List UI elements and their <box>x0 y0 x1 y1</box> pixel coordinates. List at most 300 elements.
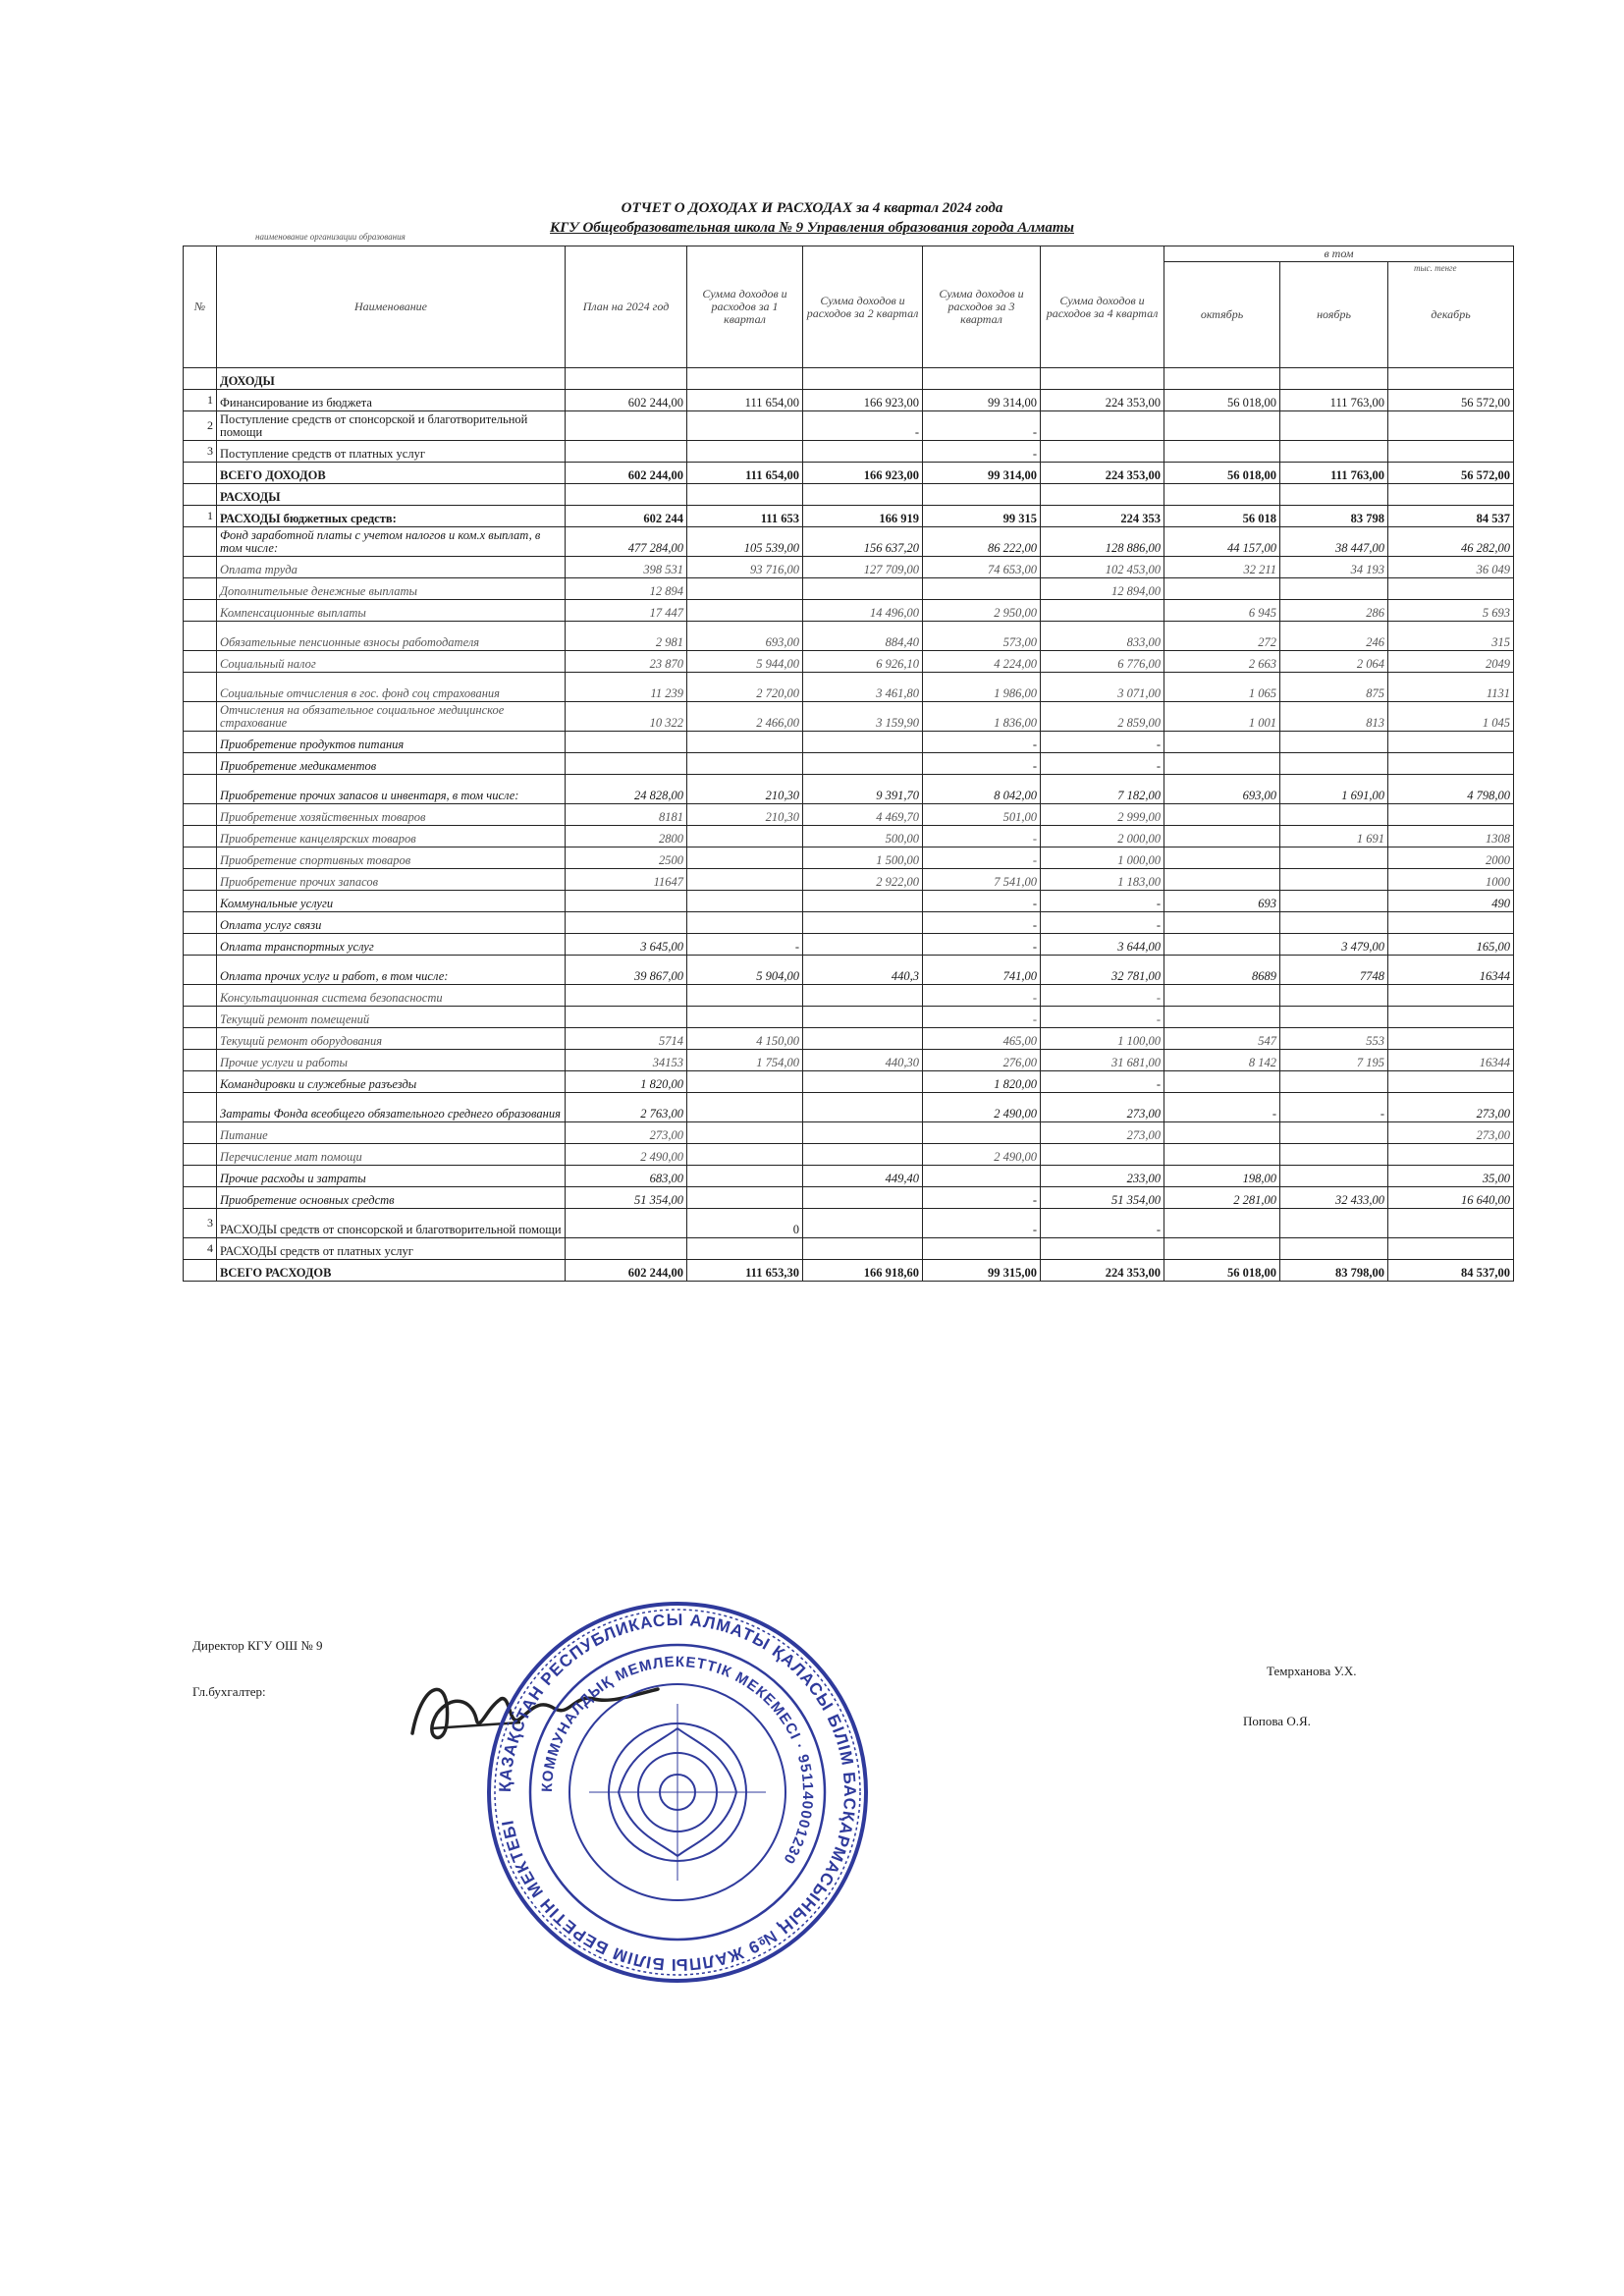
row-value: 84 537 <box>1388 506 1514 527</box>
row-value: - <box>1041 985 1164 1007</box>
row-value <box>687 753 803 775</box>
row-number: 1 <box>184 506 217 527</box>
row-number <box>184 1166 217 1187</box>
row-value: 224 353,00 <box>1041 390 1164 411</box>
row-value: 56 018 <box>1164 506 1280 527</box>
row-number <box>184 484 217 506</box>
row-name: Приобретение спортивных товаров <box>217 847 566 869</box>
row-value: 86 222,00 <box>923 527 1041 557</box>
row-name: Приобретение канцелярских товаров <box>217 826 566 847</box>
row-value <box>687 1144 803 1166</box>
row-value <box>1388 1071 1514 1093</box>
row-value <box>687 441 803 463</box>
row-value <box>566 411 687 441</box>
director-label: Директор КГУ ОШ № 9 <box>192 1638 323 1653</box>
row-name: РАСХОДЫ средств от спонсорской и благотворительной помощи <box>217 1209 566 1238</box>
row-value: 224 353 <box>1041 506 1164 527</box>
row-value <box>1164 411 1280 441</box>
table-row <box>184 1071 1514 1093</box>
row-value <box>1164 1209 1280 1238</box>
row-value <box>566 985 687 1007</box>
row-name: Питание <box>217 1122 566 1144</box>
row-value: 315 <box>1388 622 1514 651</box>
table-row <box>184 1238 1514 1260</box>
row-value: 102 453,00 <box>1041 557 1164 578</box>
row-value <box>687 847 803 869</box>
row-name: Прочие расходы и затраты <box>217 1166 566 1187</box>
row-number <box>184 463 217 484</box>
row-number <box>184 847 217 869</box>
row-value: - <box>1164 1093 1280 1122</box>
row-value <box>1388 484 1514 506</box>
income-expense-table <box>183 246 1514 1282</box>
row-value: 2 922,00 <box>803 869 923 891</box>
row-value: 166 918,60 <box>803 1260 923 1282</box>
row-value: 99 314,00 <box>923 463 1041 484</box>
row-value <box>566 1209 687 1238</box>
row-value <box>1280 368 1388 390</box>
row-value: 8 042,00 <box>923 775 1041 804</box>
row-name: Коммунальные услуги <box>217 891 566 912</box>
row-value: 99 314,00 <box>923 390 1041 411</box>
row-value <box>803 484 923 506</box>
row-number <box>184 1071 217 1093</box>
table-row <box>184 651 1514 673</box>
row-value: 1 820,00 <box>923 1071 1041 1093</box>
row-value: - <box>1041 732 1164 753</box>
row-value <box>1280 869 1388 891</box>
row-number <box>184 527 217 557</box>
row-number <box>184 1007 217 1028</box>
row-value <box>1164 912 1280 934</box>
official-seal <box>481 1596 874 1989</box>
row-value <box>1041 1144 1164 1166</box>
row-value: 2 490,00 <box>566 1144 687 1166</box>
row-value: 1 500,00 <box>803 847 923 869</box>
row-value <box>1164 1007 1280 1028</box>
row-value: 741,00 <box>923 956 1041 985</box>
row-value: 127 709,00 <box>803 557 923 578</box>
header-q1: Сумма доходов и расходов за 1 квартал <box>687 246 803 368</box>
row-value: 6 926,10 <box>803 651 923 673</box>
row-name: Социальный налог <box>217 651 566 673</box>
row-value <box>803 1071 923 1093</box>
row-value <box>803 1028 923 1050</box>
row-name: Поступление средств от спонсорской и благотворительной помощи <box>217 411 566 441</box>
row-number <box>184 732 217 753</box>
row-value <box>1041 411 1164 441</box>
row-value: 16 640,00 <box>1388 1187 1514 1209</box>
table-row <box>184 804 1514 826</box>
row-value <box>1280 1122 1388 1144</box>
row-value <box>687 985 803 1007</box>
row-value: 105 539,00 <box>687 527 803 557</box>
row-value: 1 836,00 <box>923 702 1041 732</box>
row-value <box>1164 869 1280 891</box>
table-row <box>184 753 1514 775</box>
row-value <box>1164 1238 1280 1260</box>
row-value: 2 000,00 <box>1041 826 1164 847</box>
row-value: 34 193 <box>1280 557 1388 578</box>
row-value <box>1280 411 1388 441</box>
row-value <box>1164 804 1280 826</box>
row-value: 156 637,20 <box>803 527 923 557</box>
row-value <box>687 411 803 441</box>
row-number: 3 <box>184 1209 217 1238</box>
row-value <box>1164 368 1280 390</box>
row-value <box>1280 1144 1388 1166</box>
table-row <box>184 985 1514 1007</box>
row-value <box>803 1122 923 1144</box>
row-value <box>1164 1071 1280 1093</box>
row-value <box>803 1209 923 1238</box>
row-value: 693,00 <box>687 622 803 651</box>
row-name: ВСЕГО РАСХОДОВ <box>217 1260 566 1282</box>
row-value: 273,00 <box>566 1122 687 1144</box>
row-value: - <box>923 1187 1041 1209</box>
row-value <box>1388 985 1514 1007</box>
row-name: Прочие услуги и работы <box>217 1050 566 1071</box>
row-value: 224 353,00 <box>1041 463 1164 484</box>
row-value <box>923 484 1041 506</box>
row-value: 2000 <box>1388 847 1514 869</box>
row-value: 8181 <box>566 804 687 826</box>
row-value: 210,30 <box>687 775 803 804</box>
row-value: 2 999,00 <box>1041 804 1164 826</box>
row-value <box>687 912 803 934</box>
row-value <box>1280 753 1388 775</box>
row-value <box>1164 732 1280 753</box>
row-value: - <box>1041 1071 1164 1093</box>
row-value <box>566 441 687 463</box>
row-value: 1 100,00 <box>1041 1028 1164 1050</box>
row-value: 56 018,00 <box>1164 1260 1280 1282</box>
row-value <box>687 368 803 390</box>
row-value <box>1280 891 1388 912</box>
row-value: 4 150,00 <box>687 1028 803 1050</box>
header-plan: План на 2024 год <box>566 246 687 368</box>
table-row <box>184 463 1514 484</box>
table-row <box>184 600 1514 622</box>
row-value: 32 781,00 <box>1041 956 1164 985</box>
row-value <box>803 985 923 1007</box>
row-value: - <box>1280 1093 1388 1122</box>
row-value <box>1388 1209 1514 1238</box>
table-row <box>184 934 1514 956</box>
row-value: 10 322 <box>566 702 687 732</box>
row-value: 198,00 <box>1164 1166 1280 1187</box>
row-value: 465,00 <box>923 1028 1041 1050</box>
row-value <box>687 1071 803 1093</box>
table-row <box>184 1166 1514 1187</box>
row-value: 2500 <box>566 847 687 869</box>
row-name: Оплата прочих услуг и работ, в том числе: <box>217 956 566 985</box>
row-value: 2800 <box>566 826 687 847</box>
row-value: - <box>1041 1209 1164 1238</box>
row-value <box>1280 484 1388 506</box>
row-value: - <box>1041 753 1164 775</box>
row-value <box>566 368 687 390</box>
row-value: 449,40 <box>803 1166 923 1187</box>
row-value: 111 654,00 <box>687 463 803 484</box>
row-value: 2 064 <box>1280 651 1388 673</box>
row-value: 8 142 <box>1164 1050 1280 1071</box>
row-value <box>687 484 803 506</box>
row-value: 2 490,00 <box>923 1093 1041 1122</box>
row-value: 602 244,00 <box>566 1260 687 1282</box>
row-value <box>566 891 687 912</box>
row-value: - <box>923 1209 1041 1238</box>
row-name: Компенсационные выплаты <box>217 600 566 622</box>
row-value: 9 391,70 <box>803 775 923 804</box>
row-name: Оплата услуг связи <box>217 912 566 934</box>
row-value: 477 284,00 <box>566 527 687 557</box>
table-row <box>184 826 1514 847</box>
table-row <box>184 368 1514 390</box>
row-value <box>687 826 803 847</box>
row-value: 84 537,00 <box>1388 1260 1514 1282</box>
row-value <box>1164 1144 1280 1166</box>
row-value: 6 945 <box>1164 600 1280 622</box>
row-value <box>1280 1007 1388 1028</box>
row-value: - <box>923 441 1041 463</box>
row-value: 693,00 <box>1164 775 1280 804</box>
row-value: 273,00 <box>1388 1122 1514 1144</box>
row-value <box>803 1187 923 1209</box>
table-row <box>184 506 1514 527</box>
row-value: 32 211 <box>1164 557 1280 578</box>
row-value: 1 045 <box>1388 702 1514 732</box>
row-value: 1 183,00 <box>1041 869 1164 891</box>
row-value: 83 798,00 <box>1280 1260 1388 1282</box>
row-value <box>803 1238 923 1260</box>
row-value <box>1388 578 1514 600</box>
table-row <box>184 578 1514 600</box>
row-value <box>1041 600 1164 622</box>
row-number: 1 <box>184 390 217 411</box>
row-value: - <box>687 934 803 956</box>
table-row <box>184 527 1514 557</box>
row-name: РАСХОДЫ средств от платных услуг <box>217 1238 566 1260</box>
row-value <box>1388 753 1514 775</box>
row-value <box>923 578 1041 600</box>
row-number <box>184 1028 217 1050</box>
row-value: 7 541,00 <box>923 869 1041 891</box>
row-value <box>803 891 923 912</box>
row-value: 210,30 <box>687 804 803 826</box>
table-row <box>184 1144 1514 1166</box>
row-value: 602 244,00 <box>566 390 687 411</box>
row-name: Отчисления на обязательное социальное медицинское страхование <box>217 702 566 732</box>
row-value: 166 923,00 <box>803 390 923 411</box>
row-value: 0 <box>687 1209 803 1238</box>
row-value: 4 224,00 <box>923 651 1041 673</box>
row-name: Приобретение прочих запасов и инвентаря, в том числе: <box>217 775 566 804</box>
row-value: 16344 <box>1388 956 1514 985</box>
row-value: 2 663 <box>1164 651 1280 673</box>
svg-text:КОММУНАЛДЫҚ МЕМЛЕКЕТТІК МЕКЕМЕ: КОММУНАЛДЫҚ МЕМЛЕКЕТТІК МЕКЕМЕСІ · 951140001230 <box>538 1653 817 1868</box>
row-value <box>923 1122 1041 1144</box>
row-value <box>1388 912 1514 934</box>
row-value <box>1164 985 1280 1007</box>
row-value: 813 <box>1280 702 1388 732</box>
table-row <box>184 557 1514 578</box>
row-value: 875 <box>1280 673 1388 702</box>
row-value: 38 447,00 <box>1280 527 1388 557</box>
row-value: 224 353,00 <box>1041 1260 1164 1282</box>
row-value <box>687 578 803 600</box>
row-value: 74 653,00 <box>923 557 1041 578</box>
row-value <box>1280 441 1388 463</box>
row-value <box>1280 1166 1388 1187</box>
row-value: 4 798,00 <box>1388 775 1514 804</box>
row-value: 553 <box>1280 1028 1388 1050</box>
row-value <box>1388 732 1514 753</box>
header-december: декабрь <box>1388 262 1514 368</box>
row-value <box>687 1166 803 1187</box>
row-value: 3 159,90 <box>803 702 923 732</box>
row-value: 12 894 <box>566 578 687 600</box>
row-name: ДОХОДЫ <box>217 368 566 390</box>
director-name: Темрханова У.Х. <box>1267 1664 1357 1678</box>
row-number: 3 <box>184 441 217 463</box>
row-value <box>1164 1122 1280 1144</box>
row-value <box>803 1144 923 1166</box>
row-value <box>923 1238 1041 1260</box>
row-value <box>687 1238 803 1260</box>
row-value <box>1164 441 1280 463</box>
row-value: 1 691,00 <box>1280 775 1388 804</box>
row-value: 833,00 <box>1041 622 1164 651</box>
row-name: Приобретение основных средств <box>217 1187 566 1209</box>
row-name: РАСХОДЫ бюджетных средств: <box>217 506 566 527</box>
row-value: 3 071,00 <box>1041 673 1164 702</box>
row-value: - <box>923 753 1041 775</box>
row-value <box>803 441 923 463</box>
table-row <box>184 1050 1514 1071</box>
row-value <box>803 368 923 390</box>
row-value: - <box>1041 891 1164 912</box>
row-value: - <box>923 826 1041 847</box>
table-row <box>184 673 1514 702</box>
table-row <box>184 622 1514 651</box>
row-value: - <box>1041 912 1164 934</box>
header-including: в том <box>1164 246 1514 262</box>
row-value <box>1041 484 1164 506</box>
row-number <box>184 557 217 578</box>
row-name: РАСХОДЫ <box>217 484 566 506</box>
row-value <box>1280 1209 1388 1238</box>
table-row <box>184 484 1514 506</box>
row-value: - <box>923 847 1041 869</box>
row-value: 276,00 <box>923 1050 1041 1071</box>
row-value <box>687 1093 803 1122</box>
row-value: 683,00 <box>566 1166 687 1187</box>
row-value <box>566 1007 687 1028</box>
row-value <box>566 1238 687 1260</box>
row-name: Дополнительные денежные выплаты <box>217 578 566 600</box>
row-value: 602 244 <box>566 506 687 527</box>
row-number <box>184 891 217 912</box>
row-number <box>184 702 217 732</box>
table-row <box>184 390 1514 411</box>
row-number: 4 <box>184 1238 217 1260</box>
row-value: 24 828,00 <box>566 775 687 804</box>
row-value: 36 049 <box>1388 557 1514 578</box>
row-number <box>184 578 217 600</box>
accountant-label: Гл.бухгалтер: <box>192 1684 266 1699</box>
row-value: 35,00 <box>1388 1166 1514 1187</box>
row-value: 93 716,00 <box>687 557 803 578</box>
row-value: 233,00 <box>1041 1166 1164 1187</box>
row-value: 56 018,00 <box>1164 463 1280 484</box>
row-number <box>184 600 217 622</box>
row-value <box>687 1122 803 1144</box>
row-value: 5 904,00 <box>687 956 803 985</box>
row-value: 165,00 <box>1388 934 1514 956</box>
row-value: 273,00 <box>1388 1093 1514 1122</box>
row-value <box>923 1166 1041 1187</box>
row-value: 31 681,00 <box>1041 1050 1164 1071</box>
row-value: 3 644,00 <box>1041 934 1164 956</box>
header-name: Наименование <box>217 246 566 368</box>
row-value <box>1280 804 1388 826</box>
row-value: 17 447 <box>566 600 687 622</box>
row-value <box>687 1187 803 1209</box>
row-number <box>184 651 217 673</box>
row-number <box>184 775 217 804</box>
row-value <box>566 753 687 775</box>
row-value <box>1041 368 1164 390</box>
row-value: - <box>803 411 923 441</box>
row-value: 1 001 <box>1164 702 1280 732</box>
row-value <box>1388 1007 1514 1028</box>
row-number <box>184 912 217 934</box>
report-title: ОТЧЕТ О ДОХОДАХ И РАСХОДАХ за 4 квартал 2024 года <box>621 200 1003 216</box>
row-name: Обязательные пенсионные взносы работодателя <box>217 622 566 651</box>
row-value <box>1164 826 1280 847</box>
row-value <box>1388 804 1514 826</box>
row-value <box>1280 985 1388 1007</box>
row-value: 11 239 <box>566 673 687 702</box>
row-number <box>184 934 217 956</box>
accountant-name: Попова О.Я. <box>1243 1714 1311 1728</box>
row-name: Финансирование из бюджета <box>217 390 566 411</box>
row-number <box>184 1050 217 1071</box>
row-value: 46 282,00 <box>1388 527 1514 557</box>
row-value: 246 <box>1280 622 1388 651</box>
table-row <box>184 775 1514 804</box>
row-value: 16344 <box>1388 1050 1514 1071</box>
row-value: - <box>923 891 1041 912</box>
row-value: 1 986,00 <box>923 673 1041 702</box>
row-value: 4 469,70 <box>803 804 923 826</box>
row-value: 56 572,00 <box>1388 390 1514 411</box>
row-value: 5714 <box>566 1028 687 1050</box>
table-row <box>184 1122 1514 1144</box>
row-name: Оплата транспортных услуг <box>217 934 566 956</box>
row-number <box>184 1144 217 1166</box>
row-value: 273,00 <box>1041 1093 1164 1122</box>
row-value: 547 <box>1164 1028 1280 1050</box>
row-number <box>184 1260 217 1282</box>
row-value: 2 466,00 <box>687 702 803 732</box>
row-value: 2 281,00 <box>1164 1187 1280 1209</box>
row-value: 440,3 <box>803 956 923 985</box>
row-number <box>184 804 217 826</box>
row-value: 573,00 <box>923 622 1041 651</box>
row-value: 111 653,30 <box>687 1260 803 1282</box>
